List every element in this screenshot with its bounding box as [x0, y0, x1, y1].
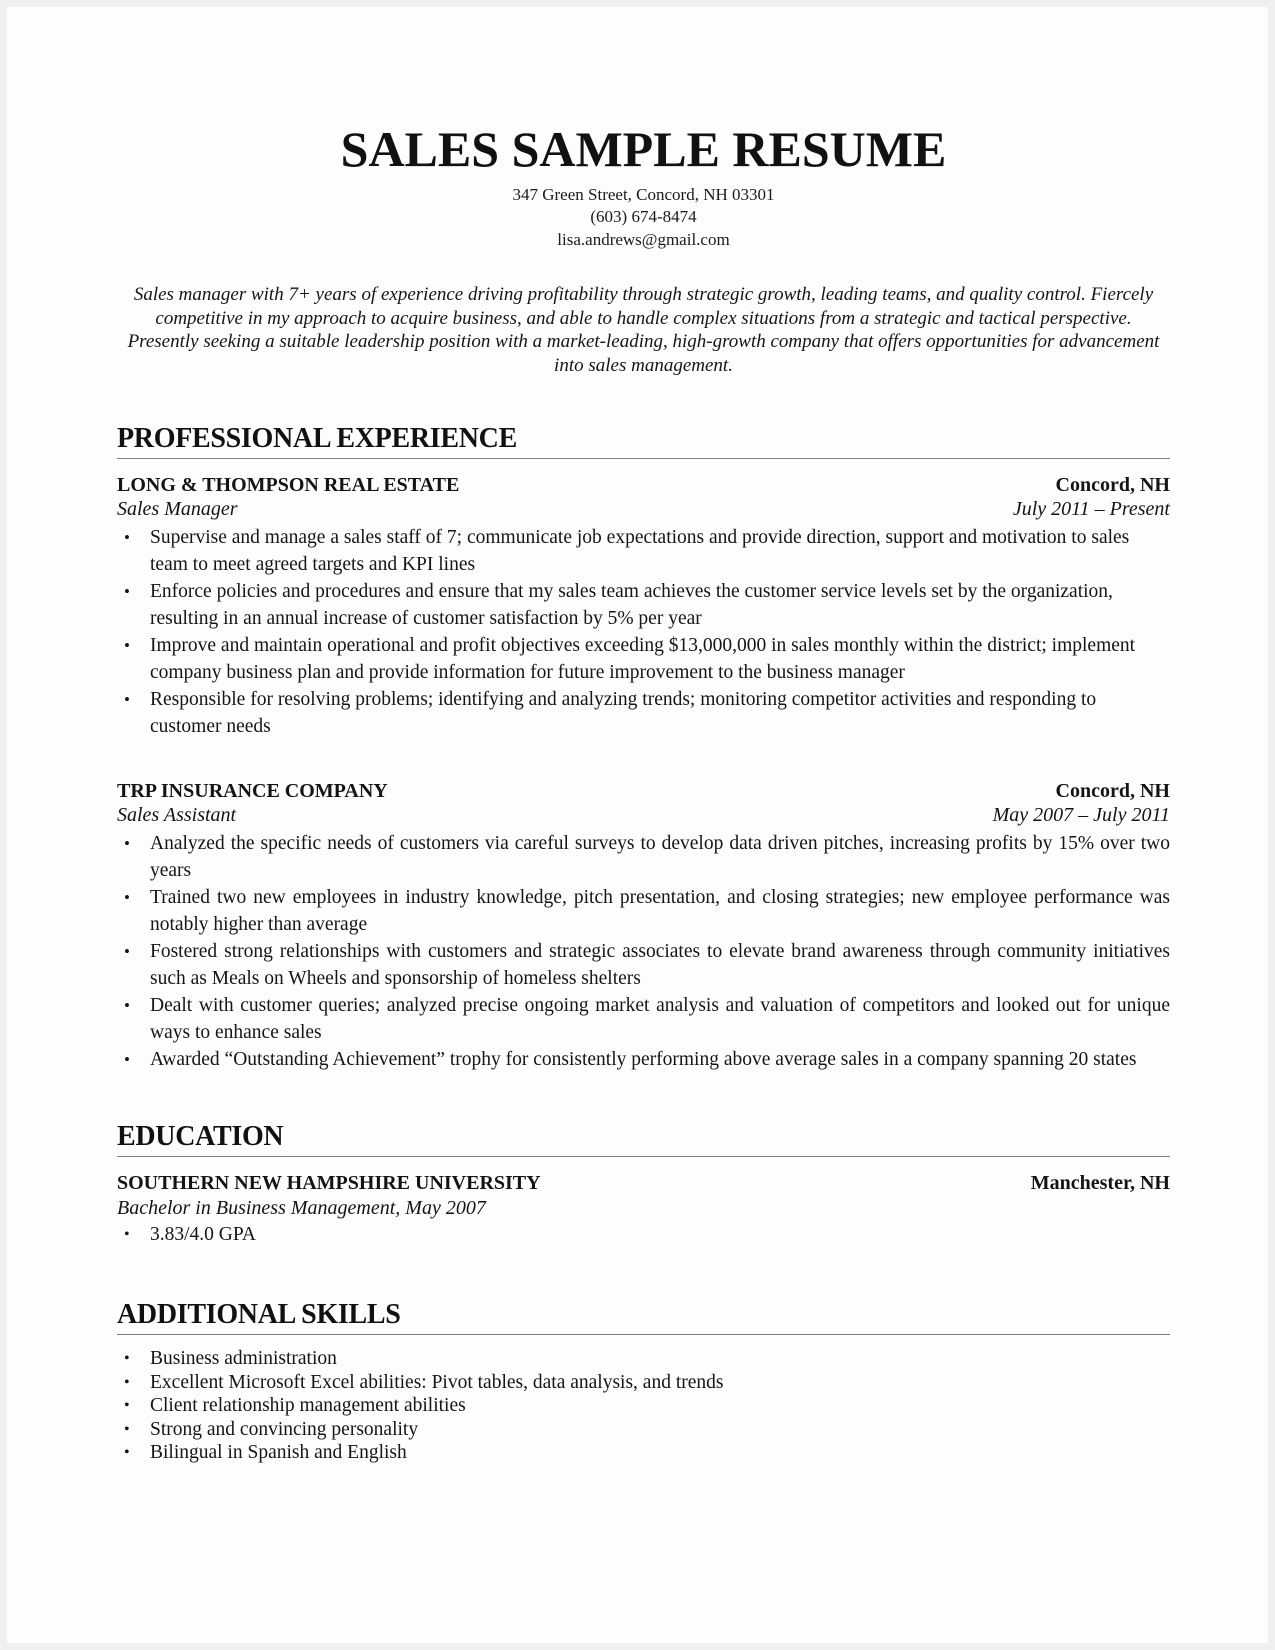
- education-bullet-list: [117, 1223, 1170, 1247]
- job-bullet: • Fostered strong relationships with customers and strategic associates to elevate brand awareness through community initiatives such as Meals on Wheels and sponsorship of homeless shelters: [117, 938, 1170, 992]
- skill-bullet: • Excellent Microsoft Excel abilities: Pivot tables, data analysis, and trends: [117, 1371, 1170, 1395]
- school-location: Manchester, NH: [1030, 1172, 1170, 1195]
- job-bullet-list: [117, 524, 1170, 740]
- skill-bullet: • Business administration: [117, 1347, 1170, 1371]
- skill-bullet: • Client relationship management abilities: [117, 1394, 1170, 1418]
- education-bullet: • 3.83/4.0 GPA: [117, 1223, 1170, 1247]
- job-bullet: • Trained two new employees in industry knowledge, pitch presentation, and closing strategies; new employee performance was notably higher than average: [117, 884, 1170, 938]
- school-name: SOUTHERN NEW HAMPSHIRE UNIVERSITY: [117, 1172, 541, 1195]
- skill-bullet: • Strong and convincing personality: [117, 1418, 1170, 1442]
- job-dates: May 2007 – July 2011: [992, 804, 1170, 827]
- job-bullet: • Dealt with customer queries; analyzed precise ongoing market analysis and valuation of competitors and looked out for unique ways to enhance sales: [117, 992, 1170, 1046]
- company-name: LONG & THOMPSON REAL ESTATE: [117, 474, 460, 497]
- resume-header: [117, 123, 1170, 377]
- section-heading-education: EDUCATION: [117, 1121, 1170, 1157]
- job-bullet-list: [117, 830, 1170, 1073]
- job-bullet: • Awarded “Outstanding Achievement” trophy for consistently performing above average sales in a company spanning 20 states: [117, 1046, 1170, 1073]
- skill-bullet: • Bilingual in Spanish and English: [117, 1441, 1170, 1465]
- resume-content: [7, 123, 1268, 1465]
- company-row: [117, 779, 1170, 803]
- contact-phone: (603) 674-8474: [590, 207, 697, 226]
- role-row: [117, 497, 1170, 521]
- contact-email: lisa.andrews@gmail.com: [557, 229, 730, 249]
- summary-paragraph: Sales manager with 7+ years of experience driving profitability through strategic growth, leading teams, and quality control. Fiercely competitive in my approach to acquire business, and able to handle complex situations from a strategic and tactical perspective. Presently seeking a suitable leadership position with a market-leading, high-growth company that offers opportunities for advancement into sales management.: [127, 284, 1160, 376]
- job-bullet: • Enforce policies and procedures and ensure that my sales team achieves the customer service levels set by the organization, resulting in an annual increase of customer satisfaction by 5% per year: [117, 578, 1170, 632]
- section-professional-experience: [117, 423, 1170, 1073]
- job-entry-long-thompson: [117, 473, 1170, 740]
- section-education: [117, 1121, 1170, 1247]
- job-bullet: • Improve and maintain operational and profit objectives exceeding $13,000,000 in sales monthly within the district; implement company business plan and provide information for future improvement to the business manager: [117, 632, 1170, 686]
- job-entry-trp-insurance: [117, 779, 1170, 1073]
- page-title: SALES SAMPLE RESUME: [340, 121, 947, 177]
- company-location: Concord, NH: [1055, 780, 1170, 803]
- company-name: TRP INSURANCE COMPANY: [117, 780, 388, 803]
- section-additional-skills: [117, 1299, 1170, 1465]
- job-title: Sales Manager: [117, 498, 238, 521]
- contact-address: 347 Green Street, Concord, NH 03301: [512, 184, 775, 204]
- skills-bullet-list: [117, 1347, 1170, 1465]
- role-row: [117, 803, 1170, 827]
- degree-line: Bachelor in Business Management, May 2007: [117, 1197, 486, 1220]
- resume-page: [7, 7, 1268, 1643]
- company-row: [117, 473, 1170, 497]
- job-title: Sales Assistant: [117, 804, 237, 827]
- job-bullet: • Responsible for resolving problems; identifying and analyzing trends; monitoring competitor activities and responding to customer needs: [117, 686, 1170, 740]
- job-dates: July 2011 – Present: [1012, 498, 1170, 521]
- company-location: Concord, NH: [1055, 474, 1170, 497]
- section-heading-experience: PROFESSIONAL EXPERIENCE: [117, 423, 1170, 459]
- job-bullet: • Supervise and manage a sales staff of 7; communicate job expectations and provide direction, support and motivation to sales team to meet agreed targets and KPI lines: [117, 524, 1170, 578]
- section-heading-skills: ADDITIONAL SKILLS: [117, 1299, 1170, 1335]
- school-row: [117, 1171, 1170, 1195]
- job-bullet: • Analyzed the specific needs of customers via careful surveys to develop data driven pitches, increasing profits by 15% over two years: [117, 830, 1170, 884]
